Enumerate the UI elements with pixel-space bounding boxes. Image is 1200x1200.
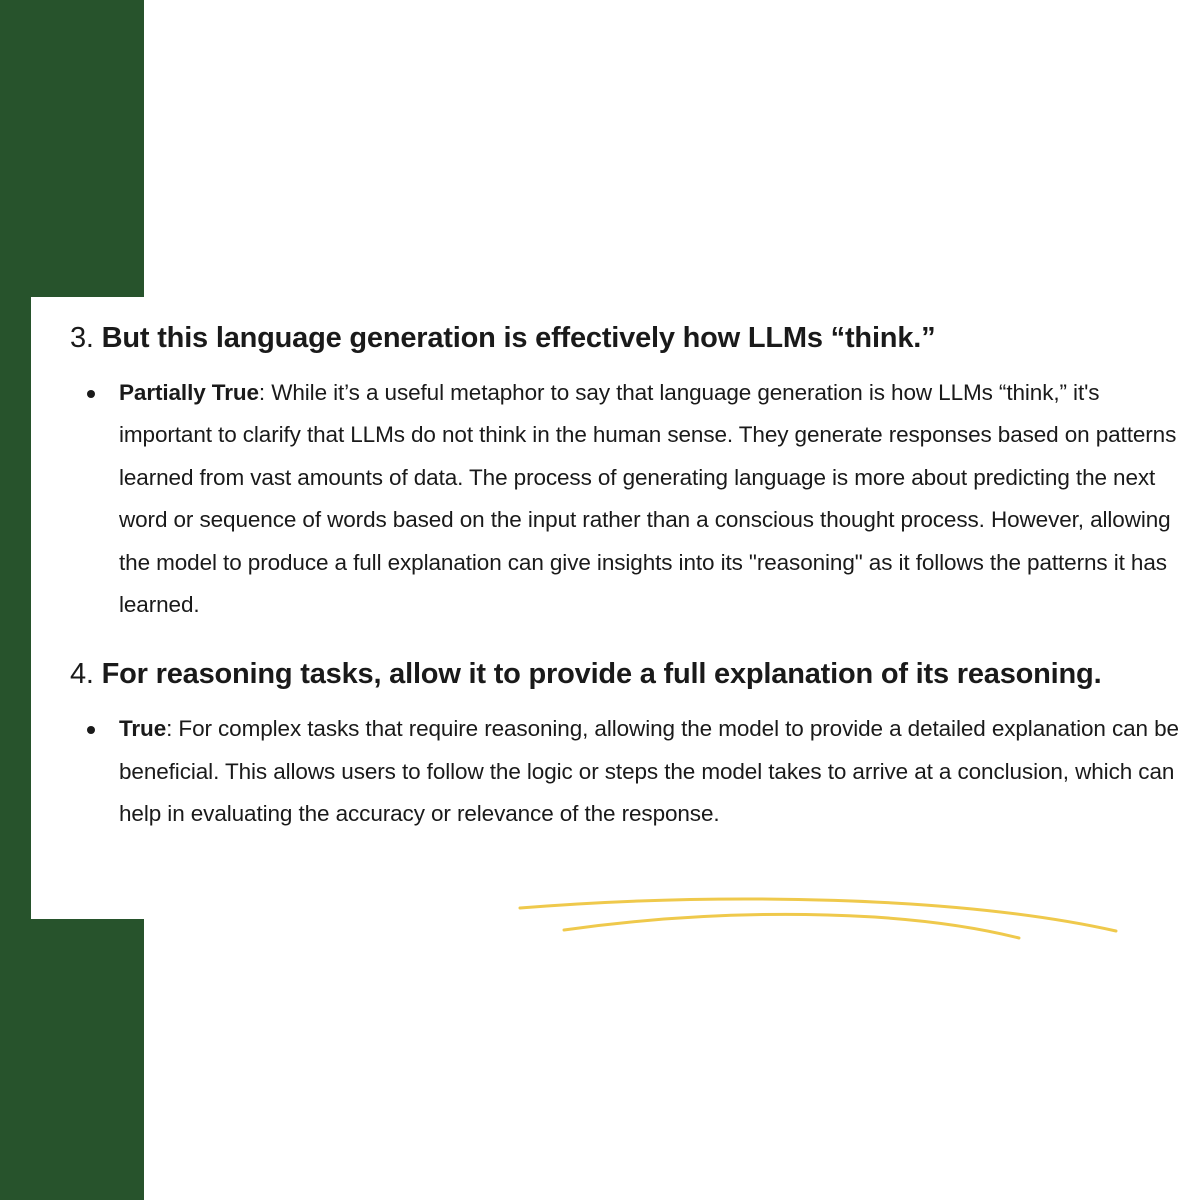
- section-3-heading: [70, 314, 1180, 363]
- section-3-number: 3.: [70, 322, 94, 354]
- section-3-list: [70, 372, 1180, 626]
- bullet-dot-icon: [87, 390, 95, 398]
- section-4-bullet: [70, 708, 1180, 835]
- content-area: [70, 314, 1180, 836]
- section-4-verdict: True: [119, 716, 167, 742]
- section-3-title: But this language generation is effectively how LLMs “think.”: [101, 322, 936, 354]
- section-3-verdict: Partially True: [119, 380, 259, 405]
- section-4-list: [70, 708, 1180, 835]
- section-3-bullet: [70, 372, 1180, 626]
- section-4-title: For reasoning tasks, allow it to provide a full explanation of its reasoning.: [101, 658, 1102, 691]
- section-4-explanation: : For complex tasks that require reasoning, allowing the model to provide a detailed explanation can be beneficial. This allows users to follow the logic or steps the model takes to arrive at a conclusion, which can help in evaluating the accuracy or relevance of the response.: [119, 716, 1179, 827]
- bullet-dot-icon: [87, 726, 95, 734]
- section-4-number: 4.: [70, 658, 94, 691]
- section-4-heading: [70, 650, 1180, 699]
- section-3-explanation: : While it’s a useful metaphor to say that language generation is how LLMs “think,” it's important to clarify that LLMs do not think in the human sense. They generate responses based on patterns learned from vast amounts of data. The process of generating language is more about predicting the next word or sequence of words based on the input rather than a conscious thought process. However, allowing the model to produce a full explanation can give insights into its "reasoning" as it follows the patterns it has learned.: [119, 380, 1177, 618]
